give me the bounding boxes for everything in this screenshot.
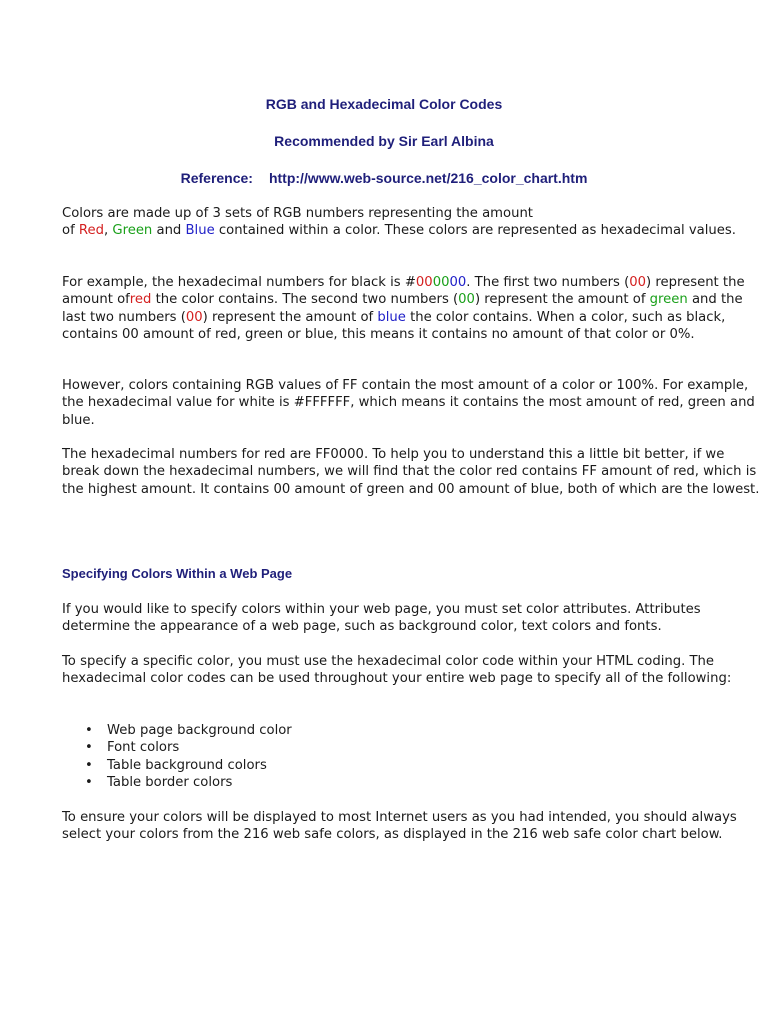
word-red: Red — [78, 223, 104, 239]
intro-text: and — [152, 223, 186, 239]
intro-text: contained within a color. These colors are represented as hexadecimal values. — [214, 223, 736, 239]
reference-line — [0, 170, 768, 186]
word-red-inline: red — [129, 292, 152, 308]
example-text: and the last two numbers ( — [62, 292, 743, 325]
ensure-paragraph: To ensure your colors will be displayed to most Internet users as you had intended, you should always select your colors from the 216 web safe colors, as displayed in the 216 web safe color chart below. — [62, 810, 737, 843]
list-item-text: Web page background color — [107, 723, 292, 738]
section-heading: Specifying Colors Within a Web Page — [62, 566, 293, 581]
intro-line1: Colors are made up of 3 sets of RGB numbers representing the amount — [62, 206, 533, 221]
hex-green-part: 00 — [432, 275, 450, 290]
example-text: ) represent the amount of — [474, 292, 650, 308]
page-title: RGB and Hexadecimal Color Codes — [265, 96, 503, 112]
example-paragraph — [62, 274, 762, 343]
color-usage-list — [62, 722, 292, 791]
reference-url-link[interactable]: http://www.web-source.net/216_color_chart.htm — [268, 170, 588, 186]
specify-paragraph: If you would like to specify colors within your web page, you must set color attributes. Attributes determine the appearance of a web page, such as background color, text colors and fonts. — [62, 602, 701, 635]
word-green-inline: green — [649, 292, 688, 308]
example-text: the color contains. The second two numbers ( — [151, 292, 459, 308]
example-text: ) represent the amount of — [202, 309, 378, 325]
word-blue: Blue — [185, 223, 215, 239]
list-item-text: Table background colors — [107, 757, 267, 773]
number-blue: 00 — [185, 309, 203, 325]
list-item — [62, 757, 292, 774]
intro-text: of — [62, 223, 79, 239]
list-item — [62, 739, 292, 756]
example-text: For example, the hexadecimal numbers for black is # — [62, 275, 416, 290]
bullet-icon: • — [85, 774, 93, 790]
specific-color-paragraph: To specify a specific color, you must use the hexadecimal color code within your HTML coding. The hexadecimal color codes can be used throughout your entire web page to specify all of the following: — [62, 654, 732, 687]
hex-blue-part: 00 — [449, 275, 467, 290]
number-green: 00 — [458, 292, 475, 308]
bullet-icon: • — [85, 757, 93, 773]
list-item — [62, 722, 292, 739]
red-hex-paragraph: The hexadecimal numbers for red are FF0000. To help you to understand this a little bit better, if we break down the hexadecimal numbers, we will find that the color red contains FF amount of red, which is the highest amount. It contains 00 amount of green and 00 amount of blue, both of which are the lowest. — [62, 447, 760, 497]
word-blue-inline: blue — [377, 309, 406, 325]
example-text: the color contains. When a color, such as black, contains 00 amount of red, green or blue, this means it contains no amount of that color or 0%. — [62, 309, 726, 342]
reference-label: Reference: — [180, 170, 253, 186]
list-item — [62, 774, 292, 791]
example-text: . The first two numbers ( — [466, 275, 630, 290]
list-item-text: Table border colors — [107, 774, 233, 790]
intro-text: , — [103, 223, 113, 239]
list-item-text: Font colors — [107, 740, 180, 756]
intro-paragraph — [62, 205, 762, 240]
hex-red-part: 00 — [415, 275, 433, 290]
bullet-icon: • — [85, 723, 93, 738]
recommended-line: Recommended by Sir Earl Albina — [274, 133, 494, 149]
word-green: Green — [112, 223, 153, 239]
example-text: ) represent the amount of — [62, 275, 745, 308]
bullet-icon: • — [85, 740, 93, 756]
number-red: 00 — [629, 275, 647, 290]
however-paragraph: However, colors containing RGB values of FF contain the most amount of a color or 100%. For example, the hexadecimal value for white is #FFFFFF, which means it contains the most amount of red, green and blue. — [62, 378, 755, 428]
